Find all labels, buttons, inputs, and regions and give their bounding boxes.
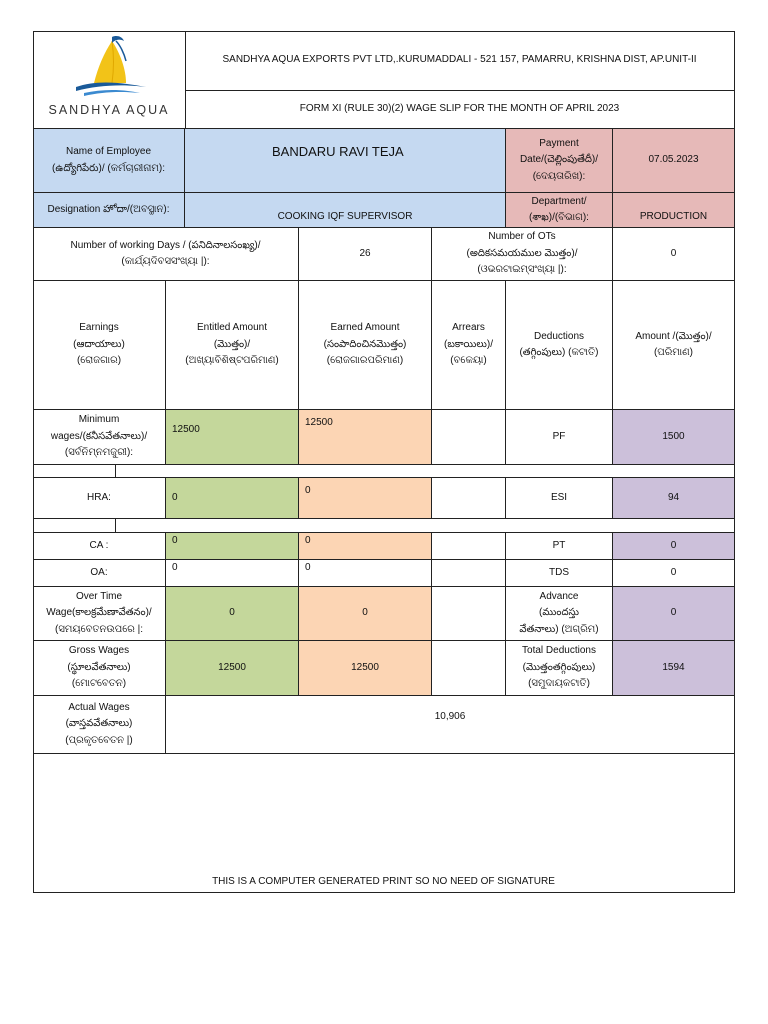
department-label: Department/ (శాఖ)/(ବିଭାଗ):: [506, 193, 613, 228]
pf-label: PF: [506, 410, 613, 465]
col-amount: Amount /(మొత్తం)/ (ପରିମାଣ): [613, 281, 735, 410]
col-earned-amount: Earned Amount (సంపాదించినమొత్తం) (ରୋଜଗାରପରିମାଣ): [299, 281, 432, 410]
overtime-arrears: [432, 587, 506, 641]
department-value: PRODUCTION: [613, 193, 735, 228]
esi-amount: 94: [613, 478, 735, 519]
ots-value: 0: [613, 228, 735, 281]
ots-label: Number of OTs (అదికసమయముల మొత్తం)/ (ଓଭରଟାଇମ୍ସଂଖ୍ୟା |):: [432, 228, 613, 281]
total-deductions-amount: 1594: [613, 641, 735, 696]
min-wages-earned: 12500: [299, 410, 432, 465]
esi-label: ESI: [506, 478, 613, 519]
col-arrears: Arrears (బకాయిలు)/ (ବକେୟା): [432, 281, 506, 410]
min-wages-entitled: 12500: [166, 410, 299, 465]
payment-date-label: Payment Date/(చెల్లింపుతేదీ)/ (ଦେୟତାରିଖ):: [506, 129, 613, 193]
gross-wages-label: Gross Wages (స్థూలవేతనాలు) (ମୋଟବେତନ): [33, 641, 166, 696]
overtime-label: Over Time Wage(కాలక్రమేణావేతనం)/ (ସମୟବେତନଉପରେ |:: [33, 587, 166, 641]
company-name: SANDHYA AQUA EXPORTS PVT LTD,.KURUMADDALI - 521 157, PAMARRU, KRISHNA DIST, AP.UNIT-II: [185, 31, 735, 91]
pt-amount: 0: [613, 533, 735, 560]
designation-value: COOKING IQF SUPERVISOR: [185, 193, 506, 228]
company-logo: [33, 31, 185, 129]
spacer-cell: [116, 465, 735, 478]
tds-label: TDS: [506, 560, 613, 587]
wage-slip: [33, 31, 735, 893]
overtime-earned: 0: [299, 587, 432, 641]
actual-wages-label: Actual Wages (వాస్తవవేతనాలు) (ପ୍ରକୃତବେତନ |): [33, 696, 166, 754]
spacer-cell: [116, 519, 735, 533]
col-entitled-amount: Entitled Amount (మొత్తం)/ (ଅଖ୍ୟାବିଶିଷ୍ଟପରିମାଣ): [166, 281, 299, 410]
employee-name-label: Name of Employee (ఉద్యోగిపేరు)/ (କର୍ମଚାରୀନାମ):: [33, 129, 185, 193]
spacer-cell: [33, 465, 116, 478]
gross-wages-earned: 12500: [299, 641, 432, 696]
total-deductions-label: Total Deductions (మొత్తంతగ్గింపులు) (ସମୁଦାୟକଟାତି): [506, 641, 613, 696]
oa-earned: 0: [299, 560, 432, 587]
gross-wages-arrears: [432, 641, 506, 696]
hra-earned: 0: [299, 478, 432, 519]
ca-earned: 0: [299, 533, 432, 560]
working-days-value: 26: [299, 228, 432, 281]
col-earnings: Earnings (ఆదాయాలు) (ରୋଜଗାର): [33, 281, 166, 410]
oa-entitled: 0: [166, 560, 299, 587]
payment-date-value: 07.05.2023: [613, 129, 735, 193]
sail-fish-logo-icon: [54, 31, 164, 105]
designation-label: Designation హోదా/(ଅବସ୍ଥାନ):: [33, 193, 185, 228]
gross-wages-entitled: 12500: [166, 641, 299, 696]
advance-label: Advance (ముందస్తు వేతనాలు) (ଅଗ୍ରିମ): [506, 587, 613, 641]
hra-label: HRA:: [33, 478, 166, 519]
oa-label: OA:: [33, 560, 166, 587]
oa-arrears: [432, 560, 506, 587]
overtime-entitled: 0: [166, 587, 299, 641]
tds-amount: 0: [613, 560, 735, 587]
footer-note: THIS IS A COMPUTER GENERATED PRINT SO NO NEED OF SIGNATURE: [33, 754, 735, 893]
ca-arrears: [432, 533, 506, 560]
employee-name-value: BANDARU RAVI TEJA: [185, 129, 506, 193]
form-title: FORM XI (RULE 30)(2) WAGE SLIP FOR THE MONTH OF APRIL 2023: [185, 91, 735, 129]
working-days-label: Number of working Days / (పనిదినాలసంఖ్య)/ (କାର୍ଯ୍ୟଦିବସସଂଖ୍ୟା |):: [33, 228, 299, 281]
min-wages-label: Minimum wages/(కనీసవేతనాలు)/ (ସର୍ବନିମ୍ନମଜୁରୀ):: [33, 410, 166, 465]
pt-label: PT: [506, 533, 613, 560]
ca-entitled: 0: [166, 533, 299, 560]
ca-label: CA :: [33, 533, 166, 560]
hra-arrears: [432, 478, 506, 519]
min-wages-arrears: [432, 410, 506, 465]
hra-entitled: 0: [166, 478, 299, 519]
advance-amount: 0: [613, 587, 735, 641]
logo-wordmark: SANDHYA AQUA: [48, 103, 170, 117]
pf-amount: 1500: [613, 410, 735, 465]
col-deductions: Deductions (తగ్గింపులు) (କଟାତି): [506, 281, 613, 410]
spacer-cell: [33, 519, 116, 533]
actual-wages-value: 10,906: [166, 696, 735, 754]
